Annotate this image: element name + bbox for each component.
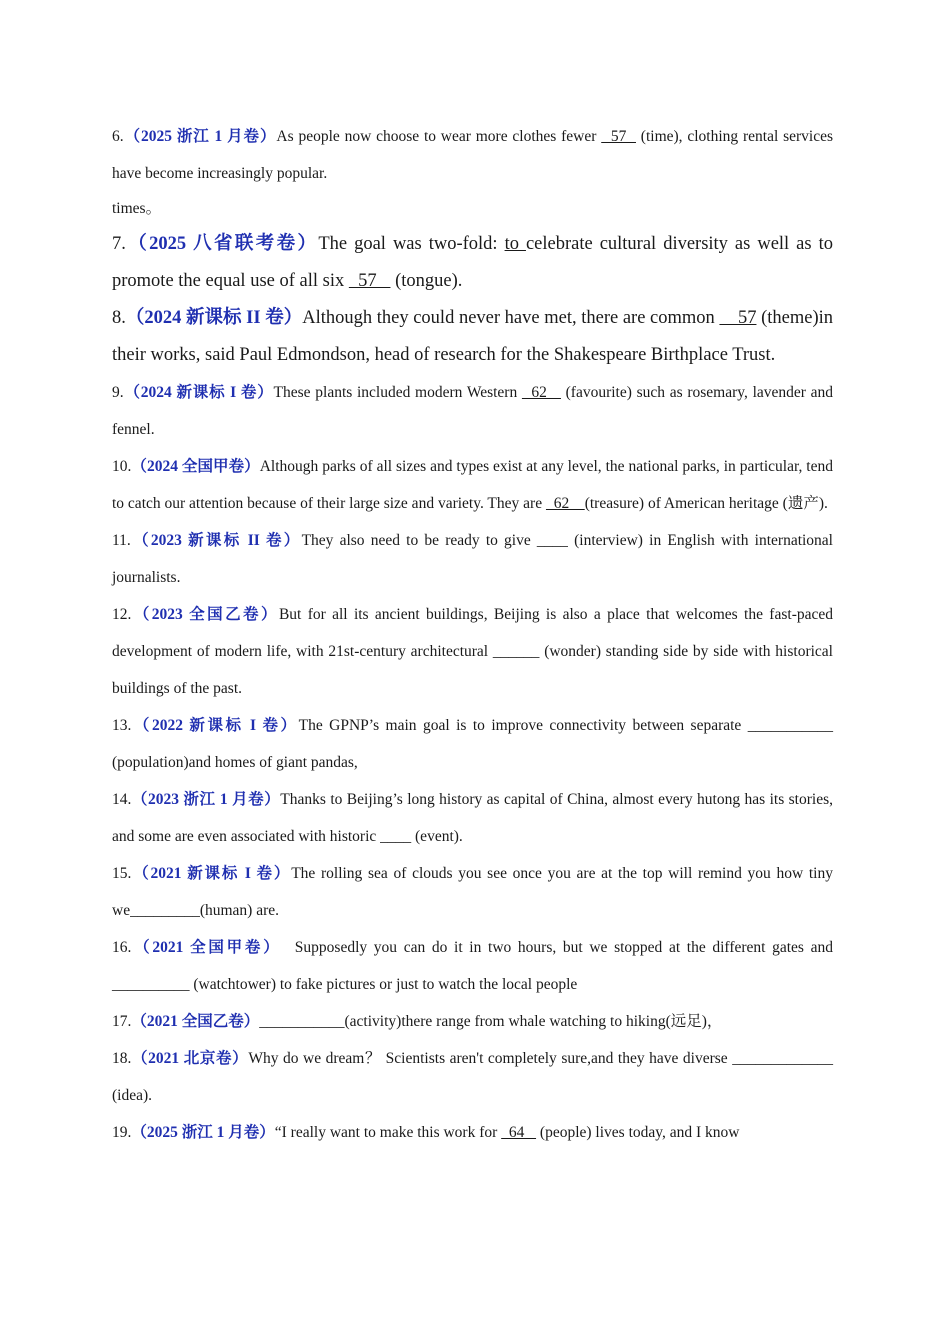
question-10: 10.（2024 全国甲卷）Although parks of all sizes and types exist at any level, the national parks, in particular, tend to catch our attention because of their large size and variety. They are 62 (treasure) of American heritage (遗产). xyxy=(112,458,833,512)
question-source: （2024 全国甲卷） xyxy=(131,458,260,475)
question-source: （2023 新课标 II 卷） xyxy=(130,532,302,549)
answer-blank: 57 xyxy=(719,308,757,328)
question-source: （2021 全国甲卷） xyxy=(131,939,282,956)
answer-blank: 62 xyxy=(545,495,585,512)
question-9: 9.（2024 新课标 I 卷）These plants included modern Western 62 (favourite) such as rosemary, lavender and fennel. xyxy=(112,384,834,438)
question-17: 17.（2021 全国乙卷）___________(activity)there range from whale watching to hiking(远足)， xyxy=(112,1013,723,1030)
question-11: 11.（2023 新课标 II 卷）They also need to be ready to give ____ (interview) in English with international journalists. xyxy=(112,532,833,586)
question-source: （2022 新课标 I 卷） xyxy=(131,717,299,734)
question-source: （2021 全国乙卷） xyxy=(131,1013,260,1030)
question-8: 8.（2024 新课标 II 卷）Although they could never have met, there are common 57 (theme)in their works, said Paul Edmondson, head of research for the Shakespeare Birthplace Trust. xyxy=(112,308,833,365)
answer-blank: 57 xyxy=(601,128,636,145)
answer-blank: 64 xyxy=(501,1124,537,1141)
question-source: （2025 浙江 1 月卷） xyxy=(123,128,277,145)
question-15: 15.（2021 新课标 I 卷）The rolling sea of clouds you see once you are at the top will remind you how tiny we_________(human) are. xyxy=(112,865,833,919)
question-source: （2023 全国乙卷） xyxy=(131,606,279,623)
answer-blank: 57 xyxy=(348,271,391,291)
question-source: （2025 八省联考卷） xyxy=(125,234,319,254)
question-6: 6.（2025 浙江 1 月卷）As people now choose to wear more clothes fewer 57 (time), clothing rental services have become increasingly popular. xyxy=(112,128,833,182)
question-source: （2023 浙江 1 月卷） xyxy=(131,791,281,808)
question-12: 12.（2023 全国乙卷）But for all its ancient buildings, Beijing is also a place that welcomes the fast-paced development of modern life, with 21st-century architectural ______ (wonder) standing side by side with historical buildings of the past. xyxy=(112,606,833,697)
answer-note: times。 xyxy=(112,200,162,217)
question-7: 7.（2025 八省联考卷）The goal was two-fold: to celebrate cultural diversity as well as to promote the equal use of all six 57 (tongue). xyxy=(112,234,833,291)
question-source: （2025 浙江 1 月卷） xyxy=(131,1124,275,1141)
question-source: （2024 新课标 II 卷） xyxy=(125,308,303,328)
question-18: 18.（2021 北京卷）Why do we dream？ Scientists aren't completely sure,and they have diverse _____________ (idea). xyxy=(112,1050,833,1104)
question-14: 14.（2023 浙江 1 月卷）Thanks to Beijing’s long history as capital of China, almost every hutong has its stories, and some are even associated with historic ____ (event). xyxy=(112,791,833,845)
question-16: 16.（2021 全国甲卷） Supposedly you can do it in two hours, but we stopped at the different gates and __________ (watchtower) to fake pictures or just to watch the local people xyxy=(112,939,837,993)
answer-blank: 62 xyxy=(521,384,561,401)
question-source: （2021 新课标 I 卷） xyxy=(131,865,292,882)
question-source: （2024 新课标 I 卷） xyxy=(123,384,274,401)
question-19: 19.（2025 浙江 1 月卷）“I really want to make this work for 64 (people) lives today, and I know xyxy=(112,1124,740,1141)
question-source: （2021 北京卷） xyxy=(131,1050,249,1067)
document-page xyxy=(112,118,837,1151)
question-13: 13.（2022 新课标 I 卷）The GPNP’s main goal is to improve connectivity between separate ___________ (population)and homes of giant pandas, xyxy=(112,717,833,771)
